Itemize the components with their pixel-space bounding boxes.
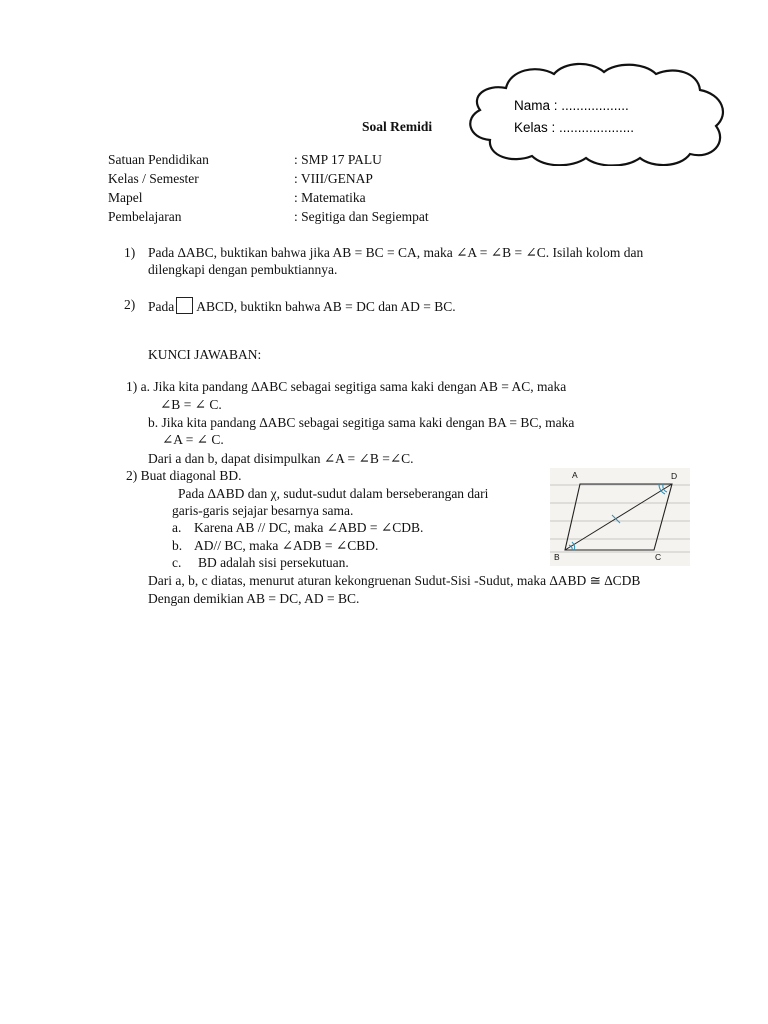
answer-line: Dengan demikian AB = DC, AD = BC. — [148, 591, 360, 606]
answer-line: ∠B = ∠ C. — [160, 397, 222, 412]
answer-line: 2) Buat diagonal BD. — [126, 468, 242, 483]
vertex-label-d: D — [671, 471, 678, 481]
question-text-pre: Pada — [148, 299, 175, 314]
answer-line: Dari a dan b, dapat disimpulkan ∠A = ∠B =∠C. — [148, 451, 414, 466]
answer-line: garis-garis sejajar besarnya sama. — [172, 503, 354, 518]
document-title: Soal Remidi — [362, 119, 433, 134]
list-marker: a. — [172, 520, 182, 535]
question-number: 1) — [124, 245, 136, 260]
info-value-kelas: : VIII/GENAP — [294, 171, 373, 186]
info-value-mapel: : Matematika — [294, 190, 366, 205]
question-text — [148, 297, 456, 315]
answer-line: BD adalah sisi persekutuan. — [198, 555, 349, 570]
kelas-field-label: Kelas : .................... — [514, 120, 635, 135]
question-text: dilengkapi dengan pembuktiannya. — [148, 262, 338, 277]
question-text-post: ABCD, buktikn bahwa AB = DC dan AD = BC. — [196, 299, 456, 314]
info-label-satuan: Satuan Pendidikan — [108, 152, 209, 167]
vertex-label-b: B — [554, 552, 560, 562]
question-number: 2) — [124, 297, 136, 312]
name-class-cloud — [466, 62, 728, 166]
answer-heading: KUNCI JAWABAN: — [148, 347, 262, 362]
parallelogram-figure — [550, 468, 690, 566]
answer-line: 1) a. Jika kita pandang ∆ABC sebagai segitiga sama kaki dengan AB = AC, maka — [126, 379, 567, 394]
vertex-label-a: A — [572, 470, 578, 480]
answer-line: b. Jika kita pandang ∆ABC sebagai segitiga sama kaki dengan BA = BC, maka — [148, 415, 575, 430]
answer-line: ∠A = ∠ C. — [162, 432, 224, 447]
list-marker: c. — [172, 555, 182, 570]
answer-line: Dari a, b, c diatas, menurut aturan kekongruenan Sudut-Sisi -Sudut, maka ∆ABD ≅ ∆CDB — [148, 573, 641, 588]
parallelogram-symbol-icon — [176, 297, 193, 314]
answer-line: Karena AB // DC, maka ∠ABD = ∠CDB. — [194, 520, 424, 535]
nama-field-label: Nama : .................. — [514, 98, 629, 113]
info-label-kelas: Kelas / Semester — [108, 171, 199, 186]
answer-line: Pada ∆ABD dan χ, sudut-sudut dalam berseberangan dari — [178, 486, 489, 501]
parallelogram-diagram — [550, 468, 690, 566]
info-value-satuan: : SMP 17 PALU — [294, 152, 382, 167]
vertex-label-c: C — [655, 552, 662, 562]
info-label-mapel: Mapel — [108, 190, 143, 205]
info-value-pembelajaran: : Segitiga dan Segiempat — [294, 209, 429, 224]
cloud-shape — [466, 62, 728, 166]
answer-line: AD// BC, maka ∠ADB = ∠CBD. — [194, 538, 379, 553]
question-text: Pada ∆ABC, buktikan bahwa jika AB = BC = CA, maka ∠A = ∠B = ∠C. Isilah kolom dan — [148, 245, 644, 260]
list-marker: b. — [172, 538, 183, 553]
info-label-pembelajaran: Pembelajaran — [108, 209, 182, 224]
